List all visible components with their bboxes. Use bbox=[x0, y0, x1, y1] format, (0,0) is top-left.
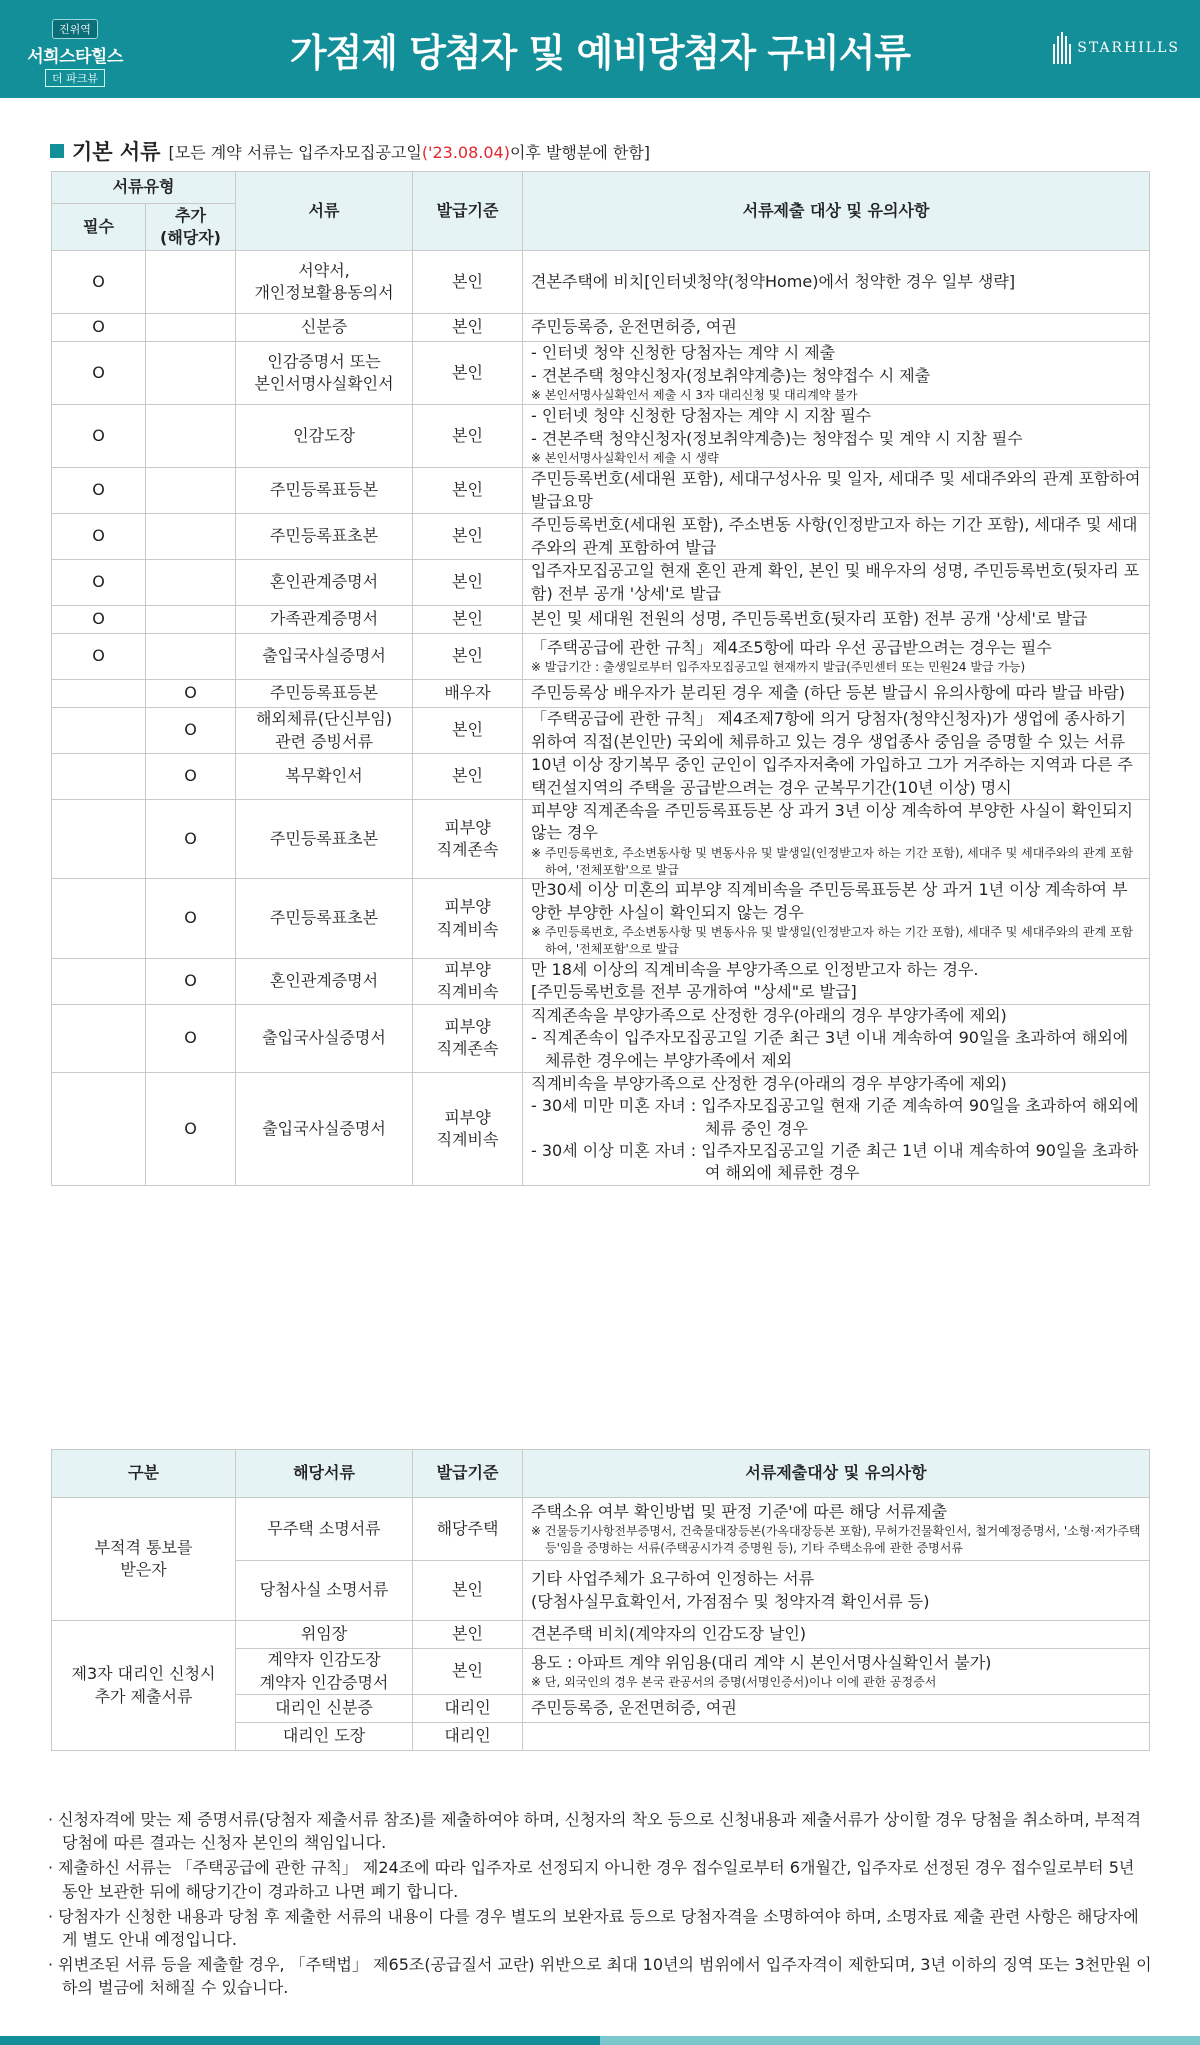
required-mark: O bbox=[52, 468, 146, 514]
additional-mark: O bbox=[146, 708, 236, 754]
table-row bbox=[52, 251, 1150, 314]
table-row bbox=[52, 1072, 1150, 1185]
doc-notes bbox=[523, 1072, 1150, 1185]
doc-name: 혼인관계증명서 bbox=[236, 560, 413, 606]
doc-notes bbox=[523, 314, 1150, 342]
issuer: 본인 bbox=[413, 1561, 523, 1621]
issuer: 본인 bbox=[413, 634, 523, 680]
required-mark bbox=[52, 958, 146, 1004]
additional-mark bbox=[146, 342, 236, 405]
doc-name: 주민등록표등본 bbox=[236, 680, 413, 708]
note-line: (당첨사실무효확인서, 가점점수 및 청약자격 확인서류 등) bbox=[531, 1591, 930, 1611]
note-line: 피부양 직계존속을 주민등록표등본 상 과거 3년 이상 계속하여 부양한 사실이 확인되지 않는 경우 bbox=[531, 801, 1134, 843]
additional-mark: O bbox=[146, 800, 236, 879]
note-line: 기타 사업주체가 요구하여 인정하는 서류 bbox=[531, 1569, 815, 1589]
doc-notes bbox=[523, 958, 1150, 1004]
required-mark: O bbox=[52, 405, 146, 468]
additional-mark: O bbox=[146, 958, 236, 1004]
doc-notes bbox=[523, 1621, 1150, 1649]
header-issuer2: 발급기준 bbox=[413, 1450, 523, 1498]
issuer: 본인 bbox=[413, 606, 523, 634]
note-date: ('23.08.04) bbox=[421, 142, 510, 162]
note-line: 「주택공급에 관한 규칙」 제4조제7항에 의거 당첨자(청약신청자)가 생업에 종사하기 위하여 직접(본인만) 국외에 체류하고 있는 경우 생업종사 중임을 증명할 수 있는 서류 bbox=[531, 709, 1127, 751]
doc-notes bbox=[523, 1004, 1150, 1072]
note-line: 용도 : 아파트 계약 위임용(대리 계약 시 본인서명사실확인서 불가) bbox=[531, 1652, 992, 1672]
note-line: 만 18세 이상의 직계비속을 부양가족으로 인정받고자 하는 경우. bbox=[531, 959, 979, 979]
doc-name: 주민등록표초본 bbox=[236, 879, 413, 958]
note-line: 본인 및 세대원 전원의 성명, 주민등록번호(뒷자리 포함) 전부 공개 '상세'로 발급 bbox=[531, 609, 1088, 629]
special-documents-table bbox=[51, 1449, 1150, 1751]
required-mark bbox=[52, 800, 146, 879]
table-row bbox=[52, 1621, 1150, 1649]
additional-mark bbox=[146, 560, 236, 606]
required-mark: O bbox=[52, 560, 146, 606]
table-row bbox=[52, 606, 1150, 634]
required-mark: O bbox=[52, 314, 146, 342]
table-row bbox=[52, 800, 1150, 879]
doc-name: 서약서, 개인정보활용동의서 bbox=[236, 251, 413, 314]
section-title bbox=[50, 136, 650, 166]
note-small: ※ 본인서명사실확인서 제출 시 생략 bbox=[531, 450, 719, 465]
doc-notes bbox=[523, 708, 1150, 754]
additional-mark bbox=[146, 251, 236, 314]
doc-name: 무주택 소명서류 bbox=[236, 1498, 413, 1561]
note-line: 만30세 이상 미혼의 피부양 직계비속을 주민등록표등본 상 과거 1년 이상 계속하여 부양한 부양한 사실이 확인되지 않는 경우 bbox=[531, 880, 1128, 922]
additional-mark: O bbox=[146, 1072, 236, 1185]
doc-name: 복무확인서 bbox=[236, 754, 413, 800]
doc-notes bbox=[523, 1723, 1150, 1751]
note-after: 이후 발행분에 한함] bbox=[509, 142, 651, 162]
issuer: 본인 bbox=[413, 405, 523, 468]
required-mark: O bbox=[52, 342, 146, 405]
footnotes bbox=[48, 1808, 1152, 2002]
doc-name: 해외체류(단신부임) 관련 증빙서류 bbox=[236, 708, 413, 754]
header-doc2: 해당서류 bbox=[236, 1450, 413, 1498]
doc-notes bbox=[523, 1498, 1150, 1561]
doc-notes bbox=[523, 251, 1150, 314]
header-issuer: 발급기준 bbox=[413, 172, 523, 251]
note-line: 직계비속을 부양가족으로 산정한 경우(아래의 경우 부양가족에 제외) bbox=[531, 1073, 1007, 1093]
doc-name: 주민등록표초본 bbox=[236, 514, 413, 560]
issuer: 본인 bbox=[413, 560, 523, 606]
doc-notes bbox=[523, 560, 1150, 606]
note-line: - 인터넷 청약 신청한 당첨자는 계약 시 지참 필수 bbox=[531, 406, 872, 426]
issuer: 본인 bbox=[413, 754, 523, 800]
issuer: 본인 bbox=[413, 1621, 523, 1649]
header-notes: 서류제출 대상 및 유의사항 bbox=[523, 172, 1150, 251]
note-line: 주민등록증, 운전면허증, 여권 bbox=[531, 1698, 737, 1718]
starhills-logo bbox=[1053, 32, 1180, 64]
section-title-text: 기본 서류 bbox=[72, 140, 161, 164]
additional-mark: O bbox=[146, 680, 236, 708]
doc-notes bbox=[523, 1649, 1150, 1695]
section-note bbox=[168, 140, 650, 163]
issuer: 피부양 직계비속 bbox=[413, 879, 523, 958]
note-line: 10년 이상 장기복무 중인 군인이 입주자저축에 가입하고 그가 거주하는 지역과 다른 주택건설지역의 주택을 공급받으려는 경우 군복무기간(10년 이상) 명시 bbox=[531, 755, 1133, 797]
note-small: ※ 발급기간 : 출생일로부터 입주자모집공고일 현재까지 발급(주민센터 또는 민원24 발급 가능) bbox=[531, 660, 1026, 675]
note-small: ※ 건물등기사항전부증명서, 건축물대장등본(가옥대장등본 포함), 무허가건물확인서, 철거예정증명서, '소형·저가주택등'임을 증명하는 서류(주택공시가격 증명원 등), 기타 주택소유에 관한 증명서류 bbox=[531, 1524, 1141, 1556]
additional-mark: O bbox=[146, 754, 236, 800]
issuer: 대리인 bbox=[413, 1695, 523, 1723]
table-row bbox=[52, 405, 1150, 468]
brand-name: 서희스타힐스 bbox=[27, 47, 123, 67]
doc-notes bbox=[523, 634, 1150, 680]
required-mark bbox=[52, 680, 146, 708]
required-mark bbox=[52, 708, 146, 754]
issuer: 본인 bbox=[413, 1649, 523, 1695]
table-row bbox=[52, 1004, 1150, 1072]
note-before: [모든 계약 서류는 입주자모집공고일 bbox=[168, 142, 422, 162]
doc-notes bbox=[523, 405, 1150, 468]
doc-name: 대리인 신분증 bbox=[236, 1695, 413, 1723]
issuer: 본인 bbox=[413, 708, 523, 754]
header-doc: 서류 bbox=[236, 172, 413, 251]
note-line: - 30세 이상 미혼 자녀 : 입주자모집공고일 기준 최근 1년 이내 계속하여 90일을 초과하여 해외에 체류한 경우 bbox=[531, 1141, 1139, 1183]
table-row bbox=[52, 342, 1150, 405]
table-row bbox=[52, 514, 1150, 560]
issuer: 대리인 bbox=[413, 1723, 523, 1751]
required-mark bbox=[52, 1072, 146, 1185]
issuer: 피부양 직계존속 bbox=[413, 1004, 523, 1072]
header-group: 구분 bbox=[52, 1450, 236, 1498]
basic-documents-table bbox=[51, 171, 1150, 1186]
issuer: 본인 bbox=[413, 251, 523, 314]
note-line: 「주택공급에 관한 규칙」제4조5항에 따라 우선 공급받으려는 경우는 필수 bbox=[531, 637, 1052, 657]
doc-notes bbox=[523, 1561, 1150, 1621]
doc-notes bbox=[523, 606, 1150, 634]
doc-name: 대리인 도장 bbox=[236, 1723, 413, 1751]
doc-notes bbox=[523, 879, 1150, 958]
table-row bbox=[52, 314, 1150, 342]
doc-name: 당첨사실 소명서류 bbox=[236, 1561, 413, 1621]
issuer: 본인 bbox=[413, 314, 523, 342]
header-notes2: 서류제출대상 및 유의사항 bbox=[523, 1450, 1150, 1498]
doc-notes bbox=[523, 514, 1150, 560]
issuer: 본인 bbox=[413, 514, 523, 560]
footer-bar bbox=[0, 2036, 1200, 2045]
additional-mark bbox=[146, 606, 236, 634]
doc-name: 혼인관계증명서 bbox=[236, 958, 413, 1004]
issuer: 피부양 직계존속 bbox=[413, 800, 523, 879]
doc-name: 신분증 bbox=[236, 314, 413, 342]
doc-notes bbox=[523, 342, 1150, 405]
header-additional: 추가 (해당자) bbox=[146, 204, 236, 251]
note-small: ※ 단, 외국인의 경우 본국 관공서의 증명(서명인증서)이나 이에 관한 공정증서 bbox=[531, 1675, 937, 1690]
issuer: 본인 bbox=[413, 342, 523, 405]
doc-name: 주민등록표초본 bbox=[236, 800, 413, 879]
page-title: 가점제 당첨자 및 예비당첨자 구비서류 bbox=[289, 31, 911, 75]
logo-bars-icon bbox=[1053, 32, 1071, 64]
footnote: · 당첨자가 신청한 내용과 당첨 후 제출한 서류의 내용이 다를 경우 별도의 보완자료 등으로 당첨자격을 소명하여야 하며, 소명자료 제출 관련 사항은 해당자에게 별도 안내 예정입니다. bbox=[48, 1906, 1139, 1949]
additional-mark bbox=[146, 468, 236, 514]
required-mark: O bbox=[52, 251, 146, 314]
table-row bbox=[52, 680, 1150, 708]
additional-mark: O bbox=[146, 879, 236, 958]
doc-name: 인감증명서 또는 본인서명사실확인서 bbox=[236, 342, 413, 405]
required-mark bbox=[52, 754, 146, 800]
additional-mark bbox=[146, 314, 236, 342]
footnote: · 신청자격에 맞는 제 증명서류(당첨자 제출서류 참조)를 제출하여야 하며, 신청자의 착오 등으로 신청내용과 제출서류가 상이할 경우 당첨을 취소하며, 부적격 당첨에 따른 결과는 신청자 본인의 책임입니다. bbox=[48, 1810, 1142, 1853]
required-mark: O bbox=[52, 514, 146, 560]
issuer: 피부양 직계비속 bbox=[413, 1072, 523, 1185]
table-row bbox=[52, 560, 1150, 606]
note-line: 입주자모집공고일 현재 혼인 관계 확인, 본인 및 배우자의 성명, 주민등록번호(뒷자리 포함) 전부 공개 '상세'로 발급 bbox=[531, 561, 1140, 603]
doc-name: 위임장 bbox=[236, 1621, 413, 1649]
required-mark: O bbox=[52, 606, 146, 634]
note-line: 직계존속을 부양가족으로 산정한 경우(아래의 경우 부양가족에 제외) bbox=[531, 1005, 1007, 1025]
doc-notes bbox=[523, 680, 1150, 708]
note-line: 주택소유 여부 확인방법 및 판정 기준'에 따른 해당 서류제출 bbox=[531, 1502, 948, 1521]
group-label: 제3자 대리인 신청시 추가 제출서류 bbox=[52, 1621, 236, 1751]
required-mark: O bbox=[52, 634, 146, 680]
additional-mark bbox=[146, 634, 236, 680]
table-row bbox=[52, 468, 1150, 514]
note-line: [주민등록번호를 전부 공개하여 "상세"로 발급] bbox=[531, 982, 857, 1002]
header-banner bbox=[0, 0, 1200, 98]
issuer: 본인 bbox=[413, 468, 523, 514]
additional-mark: O bbox=[146, 1004, 236, 1072]
brand-sub: 더 파크뷰 bbox=[45, 69, 105, 87]
footnote: · 위변조된 서류 등을 제출할 경우, 「주택법」 제65조(공급질서 교란) 위반으로 최대 10년의 범위에서 입주자격이 제한되며, 3년 이하의 징역 또는 3천만원 이하의 벌금에 처해질 수 있습니다. bbox=[48, 1955, 1152, 1998]
table-row bbox=[52, 879, 1150, 958]
note-line: - 견본주택 청약신청자(정보취약계층)는 청약접수 및 계약 시 지참 필수 bbox=[531, 428, 1023, 448]
doc-notes bbox=[523, 1695, 1150, 1723]
table-row bbox=[52, 708, 1150, 754]
doc-notes bbox=[523, 800, 1150, 879]
table-row bbox=[52, 1498, 1150, 1561]
issuer: 배우자 bbox=[413, 680, 523, 708]
note-small: ※ 주민등록번호, 주소변동사항 및 변동사유 및 발생일(인정받고자 하는 기간 포함), 세대주 및 세대주와의 관계 포함하여, '전체포함'으로 발급 bbox=[531, 925, 1134, 956]
required-mark bbox=[52, 879, 146, 958]
group-label: 부적격 통보를 받은자 bbox=[52, 1498, 236, 1621]
note-line: 주민등록증, 운전면허증, 여권 bbox=[531, 317, 737, 337]
section-square-icon bbox=[50, 144, 64, 158]
doc-name: 출입국사실증명서 bbox=[236, 1072, 413, 1185]
doc-name: 출입국사실증명서 bbox=[236, 1004, 413, 1072]
doc-notes bbox=[523, 468, 1150, 514]
issuer: 해당주택 bbox=[413, 1498, 523, 1561]
doc-name: 가족관계증명서 bbox=[236, 606, 413, 634]
note-line: 견본주택에 비치[인터넷청약(청약Home)에서 청약한 경우 일부 생략] bbox=[531, 271, 1016, 291]
table-row bbox=[52, 634, 1150, 680]
doc-name: 출입국사실증명서 bbox=[236, 634, 413, 680]
brand-tag: 진위역 bbox=[52, 19, 98, 39]
note-small: ※ 본인서명사실확인서 제출 시 3자 대리신청 및 대리계약 불가 bbox=[531, 387, 858, 402]
header-doc-type: 서류유형 bbox=[52, 172, 236, 204]
note-line: 주민등록상 배우자가 분리된 경우 제출 (하단 등본 발급시 유의사항에 따라 발급 바람) bbox=[531, 683, 1125, 703]
note-line: - 인터넷 청약 신청한 당첨자는 계약 시 제출 bbox=[531, 343, 836, 363]
doc-name: 계약자 인감도장 계약자 인감증명서 bbox=[236, 1649, 413, 1695]
doc-notes bbox=[523, 754, 1150, 800]
note-small: ※ 주민등록번호, 주소변동사항 및 변동사유 및 발생일(인정받고자 하는 기간 포함), 세대주 및 세대주와의 관계 포함하여, '전체포함'으로 발급 bbox=[531, 845, 1134, 877]
footnote: · 제출하신 서류는 「주택공급에 관한 규칙」 제24조에 따라 입주자로 선정되지 아니한 경우 접수일로부터 6개월간, 입주자로 선정된 경우 접수일로부터 5년 동안 보관한 뒤에 해당기간이 경과하고 나면 폐기 합니다. bbox=[48, 1858, 1135, 1901]
table-row bbox=[52, 754, 1150, 800]
note-line: 견본주택 비치(계약자의 인감도장 날인) bbox=[531, 1624, 807, 1644]
issuer: 피부양 직계비속 bbox=[413, 958, 523, 1004]
note-line: - 직계존속이 입주자모집공고일 기준 최근 3년 이내 계속하여 90일을 초과하여 해외에 체류한 경우에는 부양가족에서 제외 bbox=[531, 1028, 1129, 1070]
header-required: 필수 bbox=[52, 204, 146, 251]
doc-name: 인감도장 bbox=[236, 405, 413, 468]
note-line: - 견본주택 청약신청자(정보취약계층)는 청약접수 시 제출 bbox=[531, 365, 931, 385]
table-row bbox=[52, 958, 1150, 1004]
logo-text: STARHILLS bbox=[1077, 40, 1180, 56]
required-mark bbox=[52, 1004, 146, 1072]
additional-mark bbox=[146, 514, 236, 560]
additional-mark bbox=[146, 405, 236, 468]
doc-name: 주민등록표등본 bbox=[236, 468, 413, 514]
note-line: - 30세 미만 미혼 자녀 : 입주자모집공고일 현재 기준 계속하여 90일을 초과하여 해외에 체류 중인 경우 bbox=[531, 1096, 1139, 1138]
note-line: 주민등록번호(세대원 포함), 세대구성사유 및 일자, 세대주 및 세대주와의 관계 포함하여 발급요망 bbox=[531, 469, 1141, 511]
note-line: 주민등록번호(세대원 포함), 주소변동 사항(인정받고자 하는 기간 포함), 세대주 및 세대주와의 관계 포함하여 발급 bbox=[531, 515, 1138, 557]
